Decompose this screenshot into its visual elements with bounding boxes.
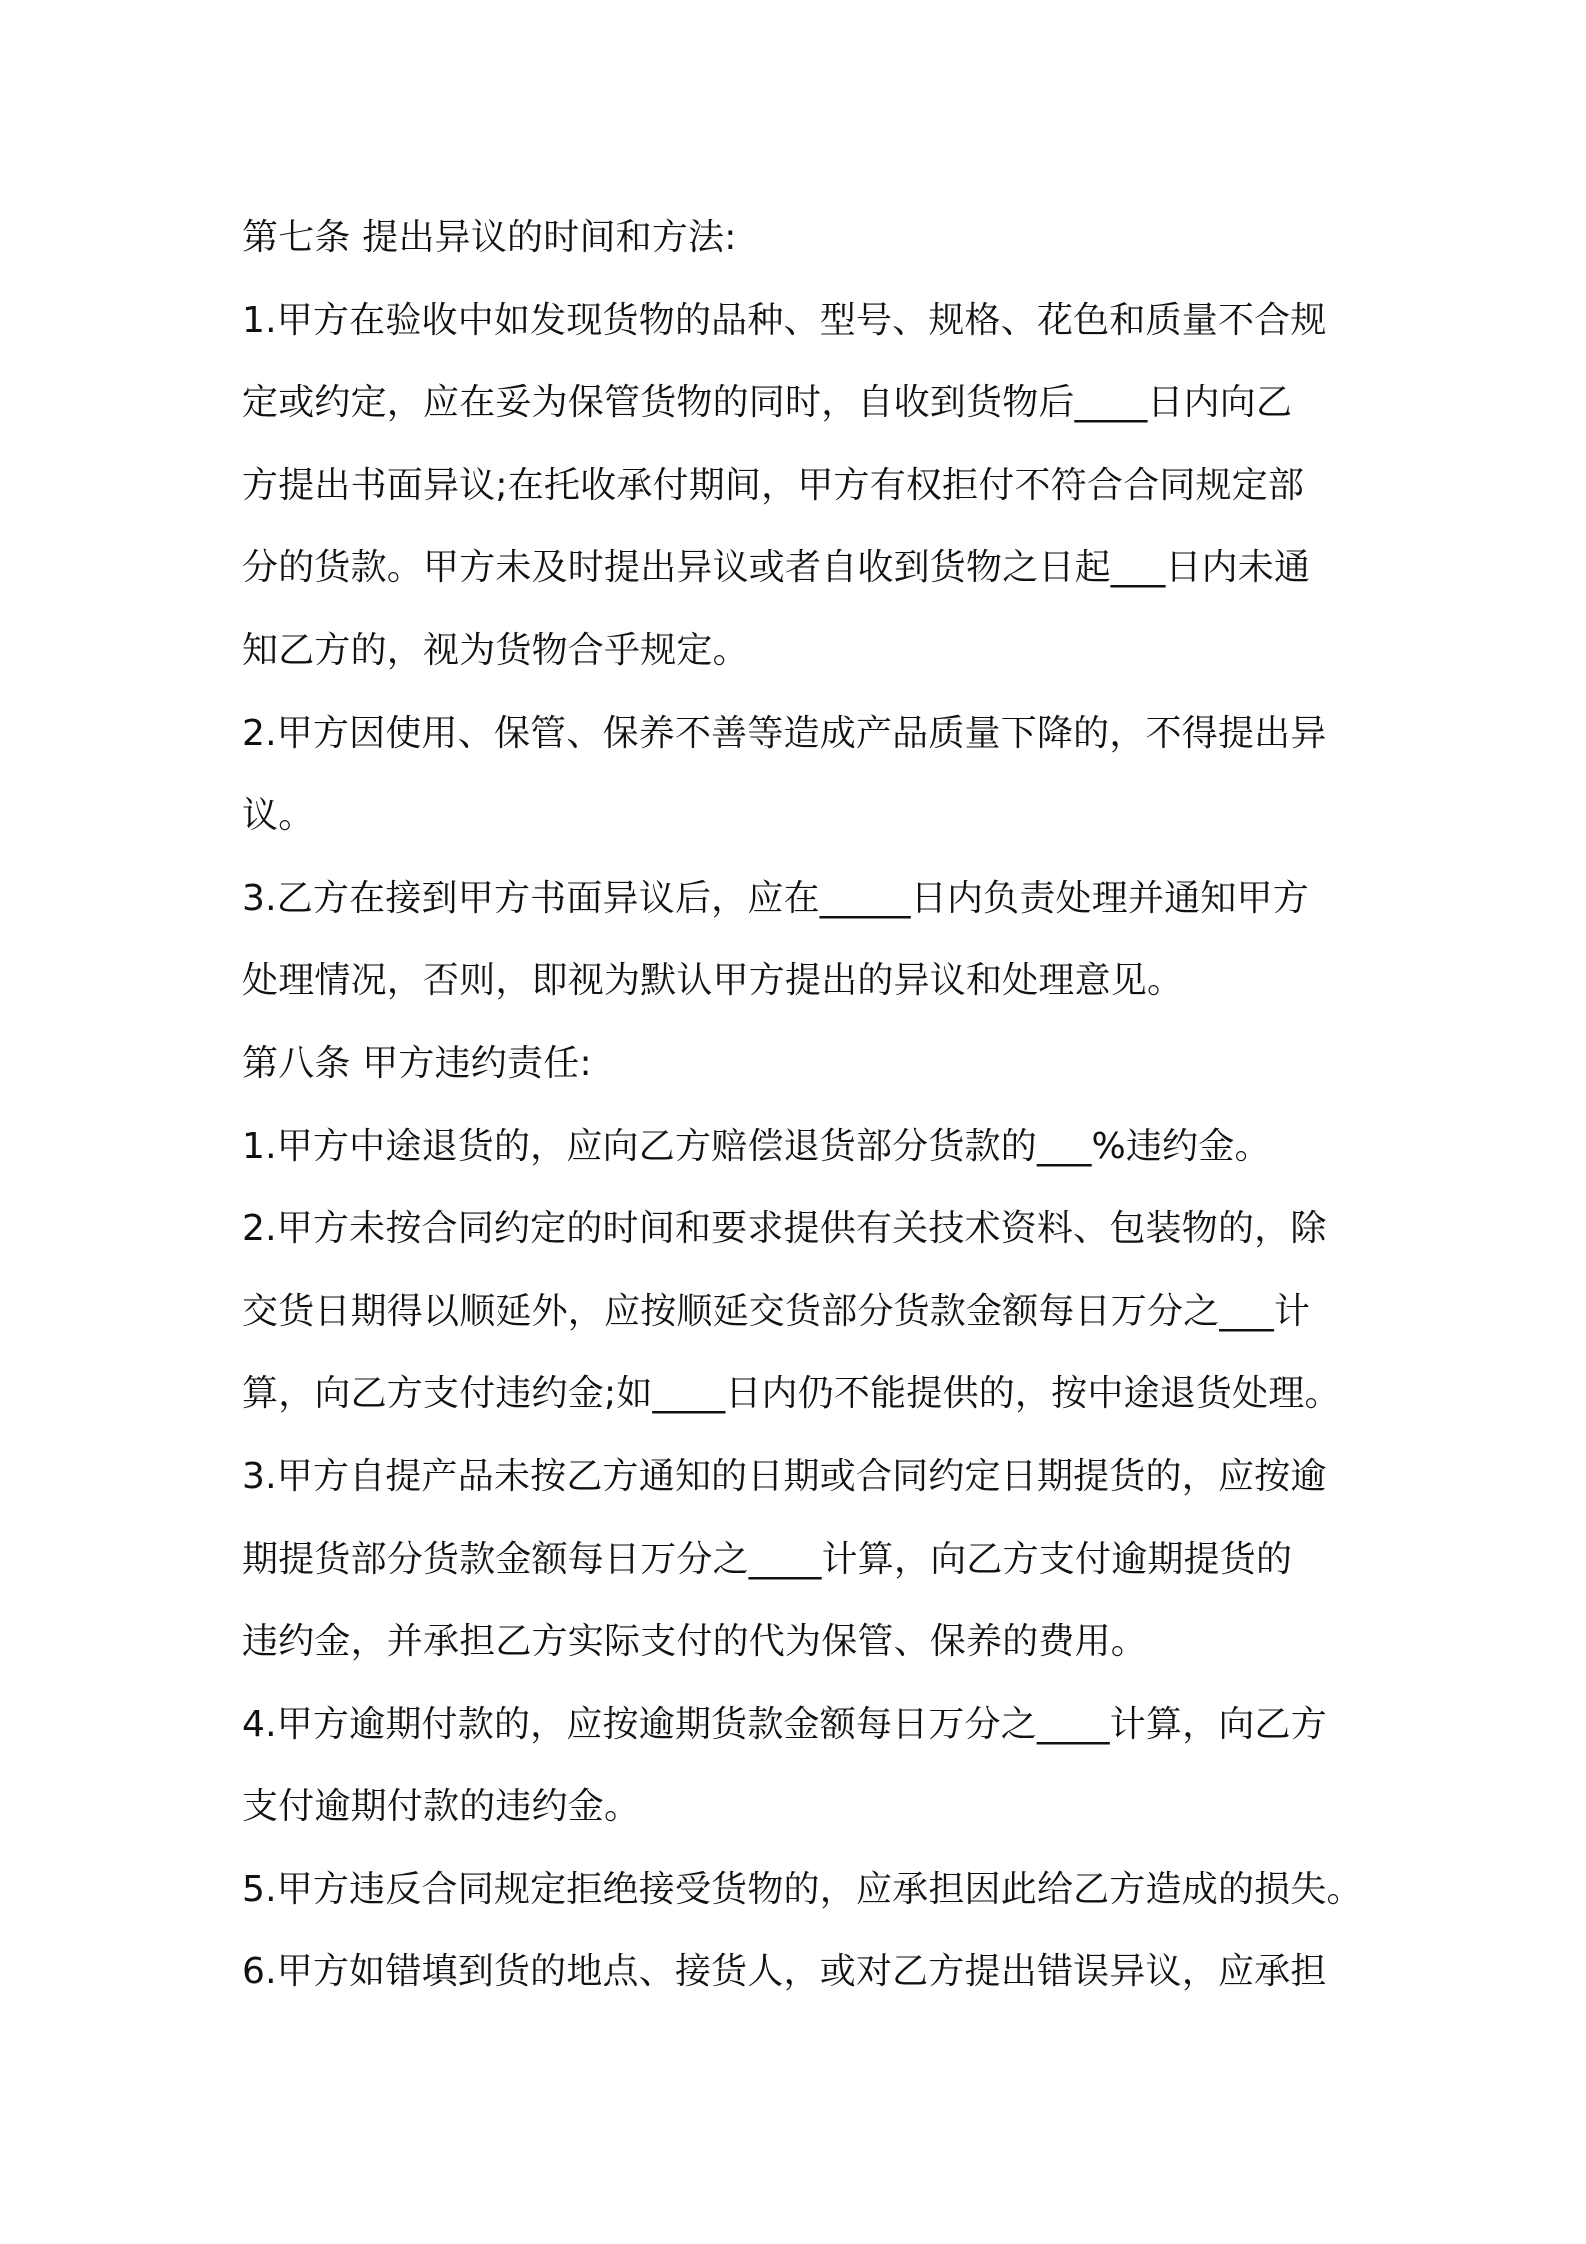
text-line: 议。	[242, 795, 315, 837]
text-line: 3.甲方自提产品未按乙方通知的日期或合同约定日期提货的，应按逾	[242, 1455, 1327, 1497]
text-line: 5.甲方违反合同规定拒绝接受货物的，应承担因此给乙方造成的损失。	[242, 1868, 1363, 1910]
text-line: 处理情况，否则，即视为默认甲方提出的异议和处理意见。	[242, 960, 1184, 1002]
document-body	[242, 197, 1372, 2014]
text-line: 期提货部分货款金额每日万分之____计算，向乙方支付逾期提货的	[242, 1538, 1293, 1580]
text-line: 分的货款。甲方未及时提出异议或者自收到货物之日起___日内未通	[242, 547, 1311, 589]
text-line: 知乙方的，视为货物合乎规定。	[242, 629, 749, 671]
text-line: 1.甲方在验收中如发现货物的品种、型号、规格、花色和质量不合规	[242, 299, 1327, 341]
text-line: 算，向乙方支付违约金;如____日内仍不能提供的，按中途退货处理。	[242, 1373, 1341, 1415]
text-line: 2.甲方未按合同约定的时间和要求提供有关技术资料、包装物的，除	[242, 1208, 1327, 1250]
text-line: 3.乙方在接到甲方书面异议后，应在_____日内负责处理并通知甲方	[242, 877, 1309, 919]
text-line: 2.甲方因使用、保管、保养不善等造成产品质量下降的，不得提出异	[242, 712, 1327, 754]
text-line: 支付逾期付款的违约金。	[242, 1786, 641, 1828]
text-line: 方提出书面异议;在托收承付期间，甲方有权拒付不符合合同规定部	[242, 464, 1305, 506]
text-line: 交货日期得以顺延外，应按顺延交货部分货款金额每日万分之___计	[242, 1290, 1311, 1332]
article-7-heading: 第七条 提出异议的时间和方法:	[242, 217, 737, 258]
text-line: 违约金，并承担乙方实际支付的代为保管、保养的费用。	[242, 1621, 1148, 1663]
text-line: 6.甲方如错填到货的地点、接货人，或对乙方提出错误异议，应承担	[242, 1951, 1327, 1993]
article-8-heading: 第八条 甲方违约责任:	[242, 1042, 592, 1084]
text-line: 定或约定，应在妥为保管货物的同时，自收到货物后____日内向乙	[242, 382, 1293, 424]
text-line: 4.甲方逾期付款的，应按逾期货款金额每日万分之____计算，向乙方	[242, 1703, 1327, 1745]
text-line: 1.甲方中途退货的，应向乙方赔偿退货部分货款的___%违约金。	[242, 1125, 1271, 1167]
